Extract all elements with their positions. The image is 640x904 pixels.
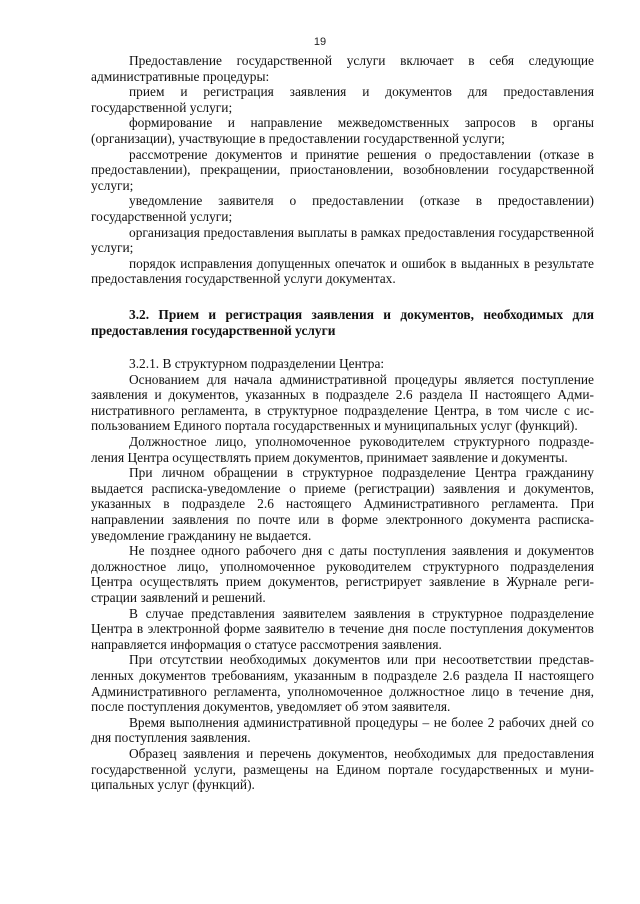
body-paragraph: Основанием для начала административной процедуры является поступление заявления и документов, указанных в подразделе 2.6 раздела II настоящего Административного регламента, в структурное подразделение Центра, в том числе с использованием Единого портала государственных и муниципальных услуг (функций).	[91, 371, 594, 434]
procedure-item: прием и регистрация заявления и документов для предоставления государственной услуги;	[91, 84, 594, 115]
body-paragraph: Не позднее одного рабочего дня с даты поступления заявления и документов должностное лицо, уполномоченное руководителем структурного подразделения Центра осуществлять прием документов, регистрирует заявление в Журнале регистрации заявлений и решений.	[91, 543, 594, 605]
body-paragraph: Должностное лицо, уполномоченное руководителем структурного подразделения Центра осуществлять прием документов, принимает заявление и документы.	[91, 434, 594, 465]
body-paragraph: При личном обращении в структурное подразделение Центра гражданину выдается расписка-уведомление о приеме (регистрации) заявления и документов, указанных в подразделе 2.6 настоящего Административного регламента. При направлении заявления по почте или в форме электронного документа расписка-уведомление гражданину не выдается.	[91, 465, 594, 543]
intro-paragraph: Предоставление государственной услуги включает в себя следующие административные процедуры:	[91, 53, 594, 84]
procedure-item: порядок исправления допущенных опечаток и ошибок в выданных в результате предоставления государственной услуги документах.	[91, 255, 594, 287]
procedure-item: уведомление заявителя о предоставлении (отказе в предоставлении) государственной услуги;	[91, 193, 594, 224]
page-number: 19	[313, 36, 327, 48]
procedure-item: рассмотрение документов и принятие решения о предоставлении (отказе в предоставлении), прекращении, приостановлении, возобновлении государственной услуги;	[91, 146, 594, 193]
procedure-item: формирование и направление межведомственных запросов в органы (организации), участвующие в предоставлении государственной услуги;	[91, 115, 594, 146]
body-paragraph: При отсутствии необходимых документов или при несоответствии представленных документов требованиям, указанным в подразделе 2.6 раздела II настоящего Административного регламента, уполномоченное должностное лицо в течение дня, после поступления документов, уведомляет об этом заявителя.	[91, 652, 594, 715]
body-paragraph: Образец заявления и перечень документов, необходимых для предоставления государственной услуги, размещены на Едином портале государственных и муниципальных услуг (функций).	[91, 745, 594, 793]
body-paragraph: Время выполнения административной процедуры – не более 2 рабочих дней со дня поступления заявления.	[91, 714, 594, 746]
subsection-title: 3.2.1. В структурном подразделении Центра:	[129, 356, 385, 372]
page-content	[91, 53, 594, 793]
procedure-item: организация предоставления выплаты в рамках предоставления государственной услуги;	[91, 224, 594, 256]
body-paragraph: В случае представления заявителем заявления в структурное подразделение Центра в электронной форме заявителю в течение дня после поступления документов направляется информация о статусе рассмотрения заявления.	[91, 605, 594, 652]
section-heading: 3.2. Прием и регистрация заявления и документов, необходимых для предоставления государственной услуги	[91, 306, 594, 338]
